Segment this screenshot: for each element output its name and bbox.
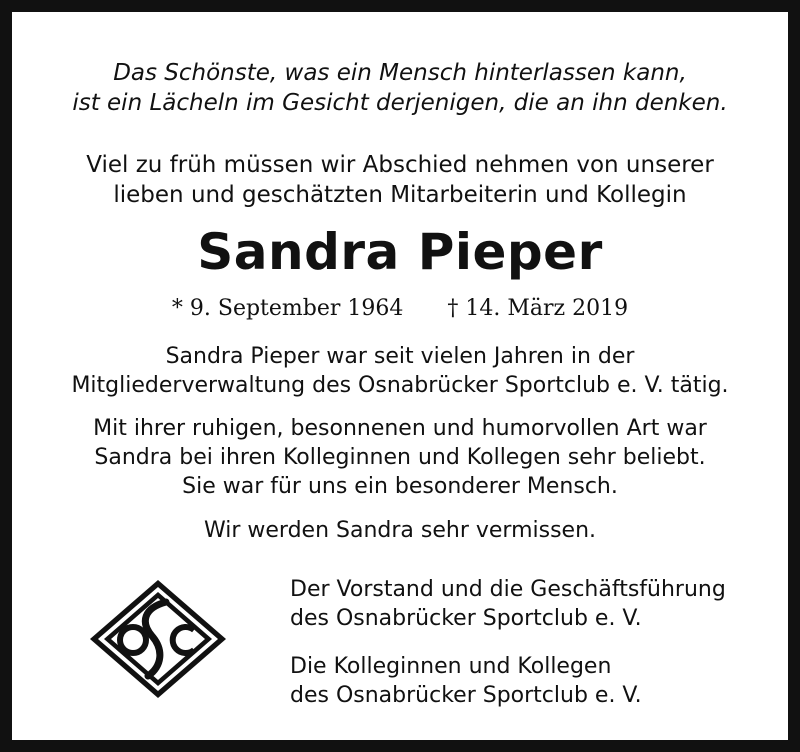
deceased-name: Sandra Pieper [197, 223, 603, 281]
osc-logo-graphic [88, 578, 228, 700]
death-date: † 14. März 2019 [447, 296, 629, 321]
intro-text [12, 150, 788, 210]
signer-2-line-2: des Osnabrücker Sportclub e. V. [290, 683, 642, 708]
paragraph-farewell [12, 516, 788, 545]
signer-2-line-1: Die Kolleginnen und Kollegen [290, 654, 612, 679]
paragraph-2-line-1: Mit ihrer ruhigen, besonnenen und humorvollen Art war [93, 416, 707, 441]
paragraph-character [12, 414, 788, 501]
intro-line-1: Viel zu früh müssen wir Abschied nehmen von unserer [86, 152, 714, 178]
life-dates [12, 294, 788, 324]
signer-1-line-1: Der Vorstand und die Geschäftsführung [290, 577, 726, 602]
paragraph-3-line-1: Wir werden Sandra sehr vermissen. [203, 518, 597, 543]
signer-board [290, 575, 726, 633]
paragraph-2-line-2: Sandra bei ihren Kolleginnen und Kollegen sehr beliebt. [94, 445, 706, 470]
paragraph-2-line-3: Sie war für uns ein besonderer Mensch. [182, 474, 618, 499]
birth-date: * 9. September 1964 [171, 296, 404, 321]
quote-line-2: ist ein Lächeln im Gesicht derjenigen, die an ihn denken. [72, 90, 728, 116]
quote-line-1: Das Schönste, was ein Mensch hinterlassen kann, [113, 60, 687, 86]
signer-colleagues [290, 652, 642, 710]
intro-line-2: lieben und geschätzten Mitarbeiterin und Kollegin [113, 182, 687, 208]
paragraph-1-line-1: Sandra Pieper war seit vielen Jahren in der [165, 344, 635, 369]
osc-diamond-logo-icon [88, 578, 228, 700]
signer-1-line-2: des Osnabrücker Sportclub e. V. [290, 606, 642, 631]
paragraph-employment [12, 342, 788, 400]
memorial-quote [12, 58, 788, 118]
paragraph-1-line-2: Mitgliederverwaltung des Osnabrücker Sportclub e. V. tätig. [71, 373, 729, 398]
